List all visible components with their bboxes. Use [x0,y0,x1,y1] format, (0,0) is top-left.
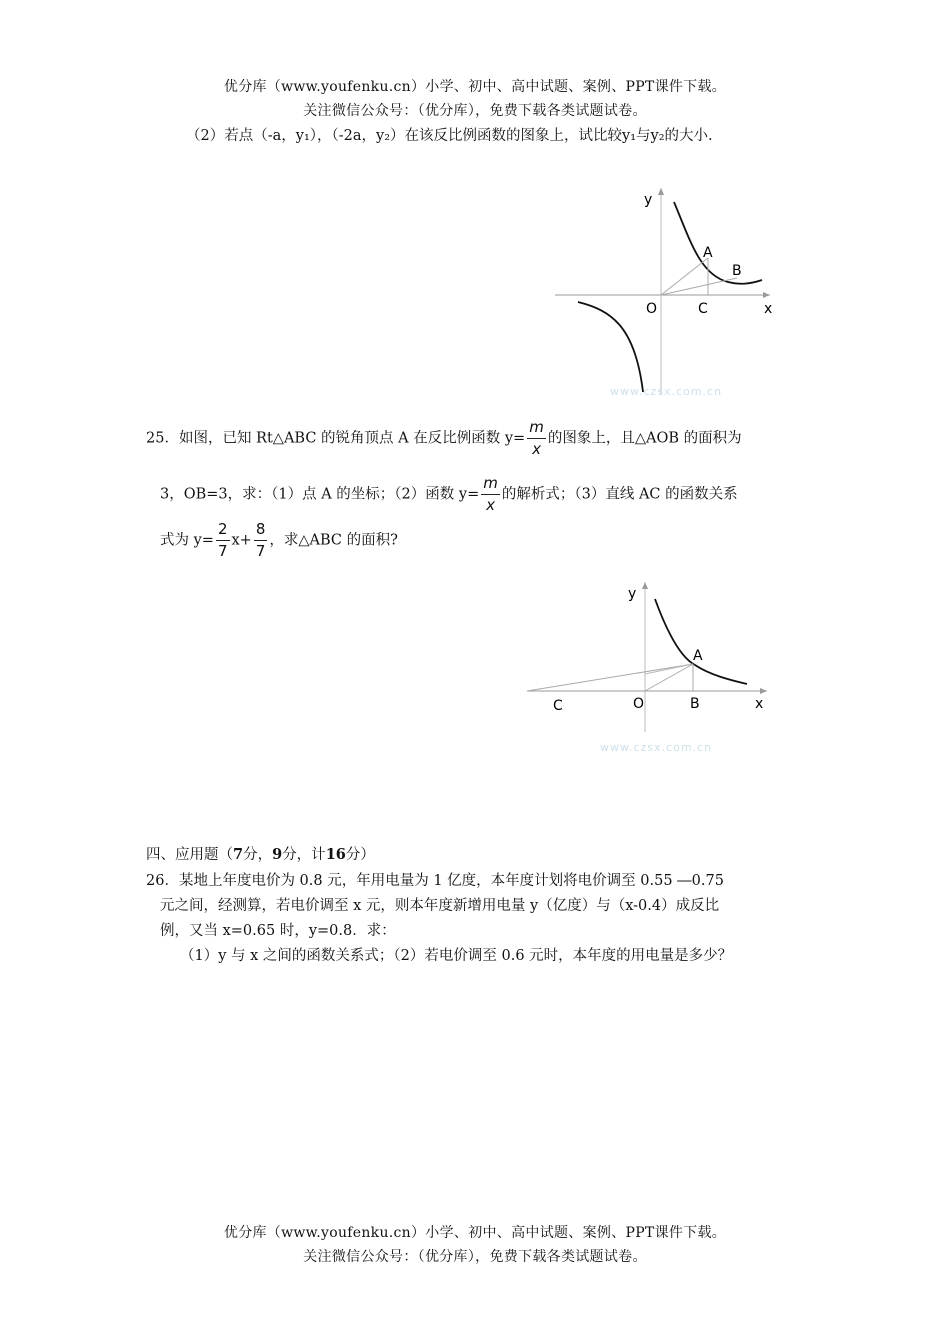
section-title-part: 分，计 [282,847,326,863]
frac-num: 8 [254,522,268,541]
label-B: B [732,263,742,279]
figure-2 [515,572,785,762]
label-x: x [755,696,764,712]
label-O: O [633,696,645,712]
q25-text-3a: 式为 y= [160,532,214,549]
header-line-2: 关注微信公众号：（优分库），免费下载各类试题试卷。 [303,103,647,119]
frac-den: 7 [255,542,266,560]
watermark-2: www.czsx.com.cn [600,741,713,754]
q25-text-3c: ，求△ABC 的面积? [269,532,398,549]
curve-branch-1 [655,599,747,684]
section-title-score: 7 [233,846,244,863]
frac-num: m [481,476,500,495]
q25-text-1a: 25．如图，已知 Rt△ABC 的锐角顶点 A 在反比例函数 y= [146,430,526,447]
footer-line-2: 关注微信公众号：（优分库），免费下载各类试题试卷。 [303,1249,647,1265]
fraction-8-7 [254,522,268,559]
q26-line-2: 元之间，经测算，若电价调至 x 元，则本年度新增用电量 y（亿度）与（x-0.4）成反比 [160,898,720,914]
x-axis-arrow [760,688,767,694]
header-line-1: 优分库（www.youfenku.cn）小学、初中、高中试题、案例、PPT课件下载。 [223,79,727,95]
watermark-1: www.czsx.com.cn [610,385,723,398]
segment-OA-part [645,664,693,674]
fraction-m-over-x [527,420,546,457]
q25-text-2a: 3，OB=3，求：（1）点 A 的坐标；（2）函数 y= [160,486,480,503]
label-B: B [690,696,700,712]
section-title-part: 分， [243,847,273,863]
footer-line-1: 优分库（www.youfenku.cn）小学、初中、高中试题、案例、PPT课件下载。 [223,1225,727,1241]
q25-text-2b: 的解析式；（3）直线 AC 的函数关系 [501,486,738,503]
q26-line-4: （1）y 与 x 之间的函数关系式；（2）若电价调至 0.6 元时，本年度的用电量是多少？ [180,948,733,964]
fraction-m-over-x-2 [481,476,500,513]
section-4-title [146,843,375,864]
label-C: C [553,698,563,714]
y-axis-arrow [642,582,648,589]
section-title-part: 分） [345,847,375,863]
frac-den: x [486,496,495,514]
q25-line-3 [160,522,398,559]
q25-line-1 [146,420,742,457]
q24-part2: （2）若点（-a，y₁），（-2a，y₂）在该反比例函数的图象上，试比较y₁与y₂的大小. [186,128,713,144]
q25-text-1b: 的图象上，且△AOB 的面积为 [547,430,742,447]
curve-branch-1 [674,202,762,284]
label-y: y [628,586,637,602]
label-x: x [764,301,773,317]
section-title-score: 9 [272,846,283,863]
frac-den: 7 [217,542,228,560]
q25-text-3b: x+ [231,532,252,549]
figure-1 [540,180,800,405]
label-A: A [703,245,713,261]
q26-line-3: 例，又当 x=0.65 时，y=0.8．求： [160,923,396,939]
label-O: O [646,301,658,317]
label-y: y [644,192,653,208]
fraction-2-7 [216,522,230,559]
label-A: A [693,648,703,664]
curve-branch-3 [578,302,643,392]
q25-line-2 [160,476,738,513]
frac-num: m [527,420,546,439]
section-title-score: 16 [325,846,346,863]
label-C: C [698,301,708,317]
section-title-part: 四、应用题（ [146,847,233,863]
frac-den: x [532,440,541,458]
x-axis-arrow [763,292,770,298]
frac-num: 2 [216,522,230,541]
q26-line-1: 26．某地上年度电价为 0.8 元，年用电量为 1 亿度，本年度计划将电价调至 0.55 ―0.75 [146,873,724,889]
y-axis-arrow [658,188,664,195]
